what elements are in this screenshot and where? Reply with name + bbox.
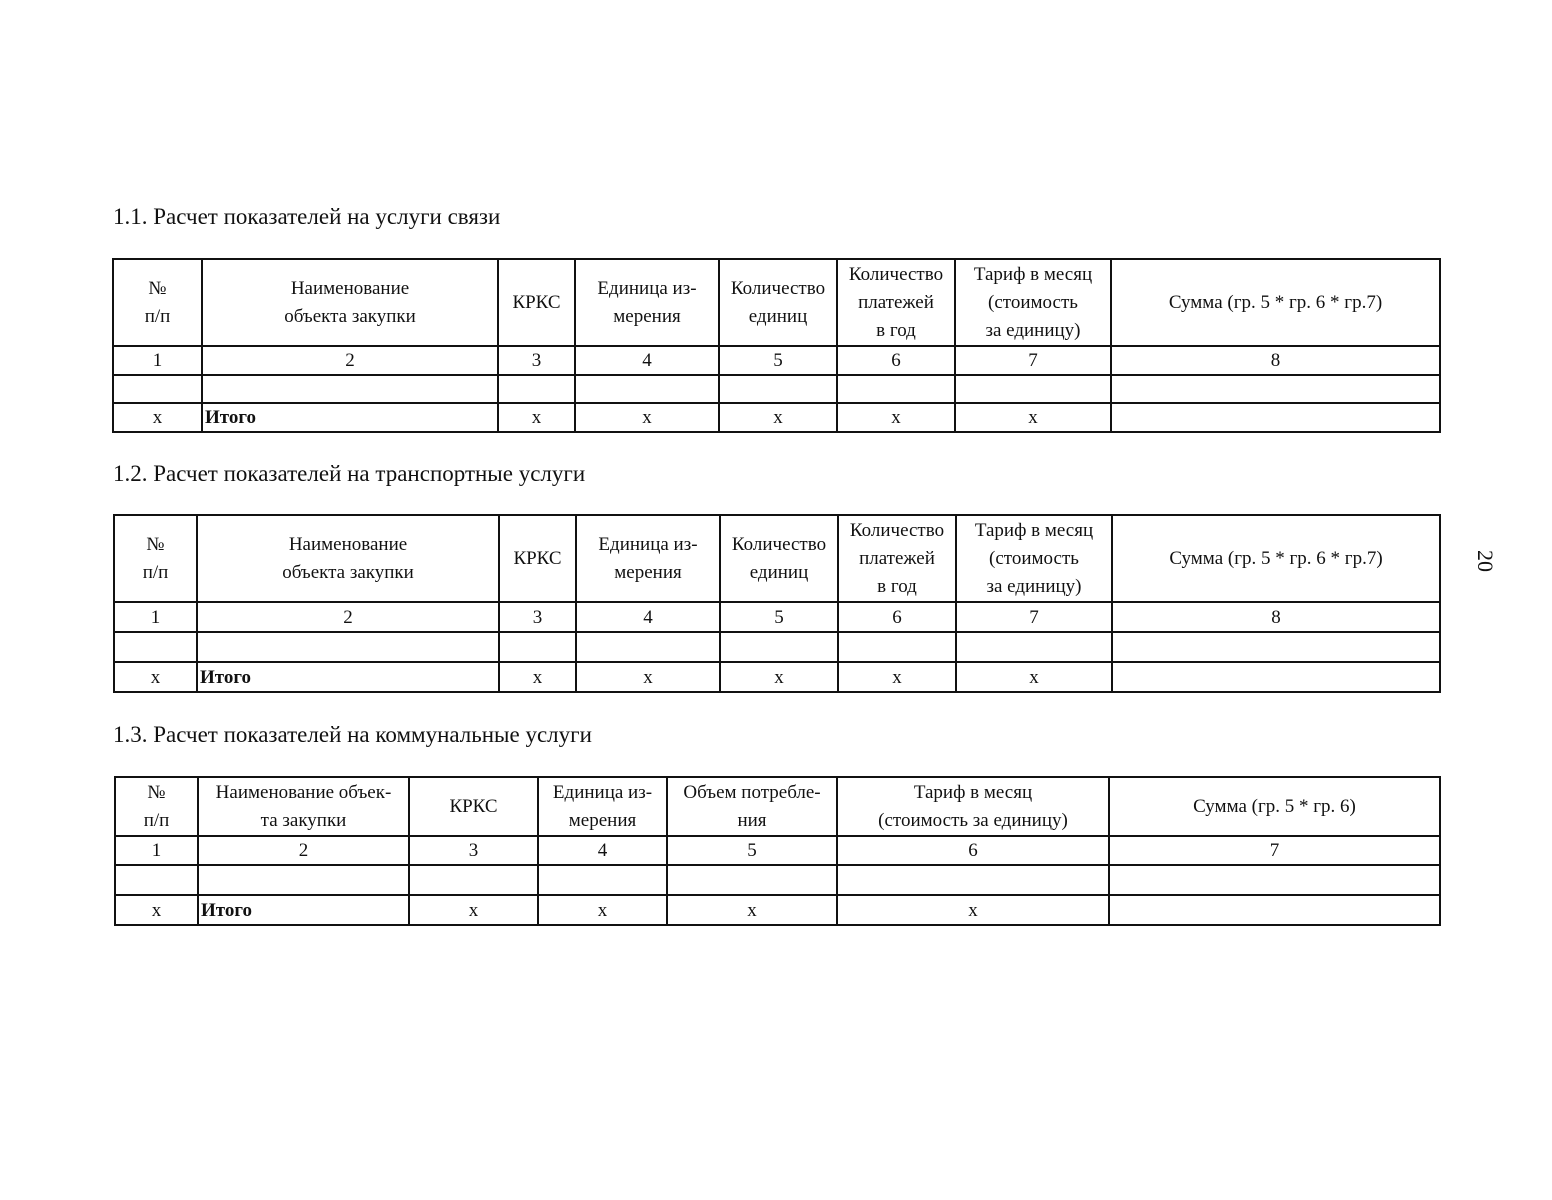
col-header-tariff: Тариф в месяц (стоимость за единицу)	[956, 515, 1112, 602]
empty-cell	[409, 865, 538, 895]
col-number: 2	[198, 836, 409, 865]
total-cell: x	[575, 403, 719, 432]
col-number: 3	[499, 602, 576, 632]
col-header-num: № п/п	[114, 515, 197, 602]
total-row	[115, 895, 1440, 925]
empty-cell	[498, 375, 575, 403]
col-number: 5	[719, 346, 837, 375]
col-number: 6	[838, 602, 956, 632]
col-header-krks: КРКС	[499, 515, 576, 602]
col-header-unit: Единица из- мерения	[576, 515, 720, 602]
total-cell: x	[719, 403, 837, 432]
col-number: 1	[115, 836, 198, 865]
empty-cell	[113, 375, 202, 403]
empty-cell	[202, 375, 498, 403]
header-row	[113, 259, 1440, 346]
empty-cell	[1112, 632, 1440, 662]
empty-cell	[667, 865, 837, 895]
empty-cell	[115, 865, 198, 895]
empty-cell	[114, 632, 197, 662]
col-number: 4	[576, 602, 720, 632]
total-cell: x	[576, 662, 720, 692]
section-title-1-2: 1.2. Расчет показателей на транспортные услуги	[113, 461, 586, 486]
col-header-payments: Количество платежей в год	[837, 259, 955, 346]
total-cell: x	[115, 895, 198, 925]
total-cell: x	[538, 895, 667, 925]
total-cell: x	[498, 403, 575, 432]
section-title-1-1: 1.1. Расчет показателей на услуги связи	[113, 204, 501, 229]
col-number: 7	[955, 346, 1111, 375]
total-row	[114, 662, 1440, 692]
column-number-row	[113, 346, 1440, 375]
empty-cell	[720, 632, 838, 662]
page-number: 20	[1473, 550, 1498, 572]
total-cell: x	[720, 662, 838, 692]
col-header-name: Наименование объек- та закупки	[198, 777, 409, 836]
total-cell: x	[838, 662, 956, 692]
empty-cell	[198, 865, 409, 895]
total-cell: x	[114, 662, 197, 692]
col-number: 5	[667, 836, 837, 865]
header-row	[115, 777, 1440, 836]
total-label: Итого	[198, 895, 409, 925]
col-header-num: № п/п	[113, 259, 202, 346]
empty-cell	[838, 632, 956, 662]
col-number: 1	[114, 602, 197, 632]
empty-cell	[538, 865, 667, 895]
total-cell: x	[955, 403, 1111, 432]
col-header-krks: КРКС	[409, 777, 538, 836]
col-number: 1	[113, 346, 202, 375]
col-number: 7	[956, 602, 1112, 632]
empty-cell	[719, 375, 837, 403]
total-cell: x	[837, 895, 1109, 925]
col-header-sum: Сумма (гр. 5 * гр. 6 * гр.7)	[1112, 515, 1440, 602]
section-title-1-3: 1.3. Расчет показателей на коммунальные услуги	[113, 722, 592, 747]
table-transport	[113, 514, 1441, 693]
empty-cell	[575, 375, 719, 403]
empty-row	[114, 632, 1440, 662]
empty-cell	[499, 632, 576, 662]
total-label: Итого	[197, 662, 499, 692]
col-header-sum: Сумма (гр. 5 * гр. 6)	[1109, 777, 1440, 836]
total-cell	[1111, 403, 1440, 432]
col-header-name: Наименование объекта закупки	[202, 259, 498, 346]
col-header-tariff: Тариф в месяц (стоимость за единицу)	[837, 777, 1109, 836]
empty-row	[115, 865, 1440, 895]
col-header-volume: Объем потребле- ния	[667, 777, 837, 836]
header-row	[114, 515, 1440, 602]
col-header-name: Наименование объекта закупки	[197, 515, 499, 602]
col-header-num: № п/п	[115, 777, 198, 836]
total-cell: x	[113, 403, 202, 432]
total-row	[113, 403, 1440, 432]
col-number: 7	[1109, 836, 1440, 865]
col-number: 3	[409, 836, 538, 865]
col-number: 4	[575, 346, 719, 375]
col-header-unit: Единица из- мерения	[575, 259, 719, 346]
empty-cell	[837, 375, 955, 403]
col-number: 6	[837, 346, 955, 375]
col-header-unit: Единица из- мерения	[538, 777, 667, 836]
empty-cell	[955, 375, 1111, 403]
total-cell	[1112, 662, 1440, 692]
total-label: Итого	[202, 403, 498, 432]
col-number: 2	[197, 602, 499, 632]
col-number: 2	[202, 346, 498, 375]
col-number: 5	[720, 602, 838, 632]
col-header-quantity: Количество единиц	[720, 515, 838, 602]
empty-cell	[837, 865, 1109, 895]
col-header-krks: КРКС	[498, 259, 575, 346]
total-cell	[1109, 895, 1440, 925]
empty-cell	[197, 632, 499, 662]
table-communication	[112, 258, 1441, 433]
table-utilities	[114, 776, 1441, 926]
column-number-row	[114, 602, 1440, 632]
col-header-quantity: Количество единиц	[719, 259, 837, 346]
total-cell: x	[956, 662, 1112, 692]
col-header-payments: Количество платежей в год	[838, 515, 956, 602]
col-number: 8	[1111, 346, 1440, 375]
empty-cell	[576, 632, 720, 662]
total-cell: x	[499, 662, 576, 692]
total-cell: x	[667, 895, 837, 925]
col-header-tariff: Тариф в месяц (стоимость за единицу)	[955, 259, 1111, 346]
col-header-sum: Сумма (гр. 5 * гр. 6 * гр.7)	[1111, 259, 1440, 346]
col-number: 6	[837, 836, 1109, 865]
column-number-row	[115, 836, 1440, 865]
total-cell: x	[409, 895, 538, 925]
empty-cell	[956, 632, 1112, 662]
total-cell: x	[837, 403, 955, 432]
col-number: 4	[538, 836, 667, 865]
col-number: 3	[498, 346, 575, 375]
col-number: 8	[1112, 602, 1440, 632]
empty-row	[113, 375, 1440, 403]
empty-cell	[1109, 865, 1440, 895]
empty-cell	[1111, 375, 1440, 403]
